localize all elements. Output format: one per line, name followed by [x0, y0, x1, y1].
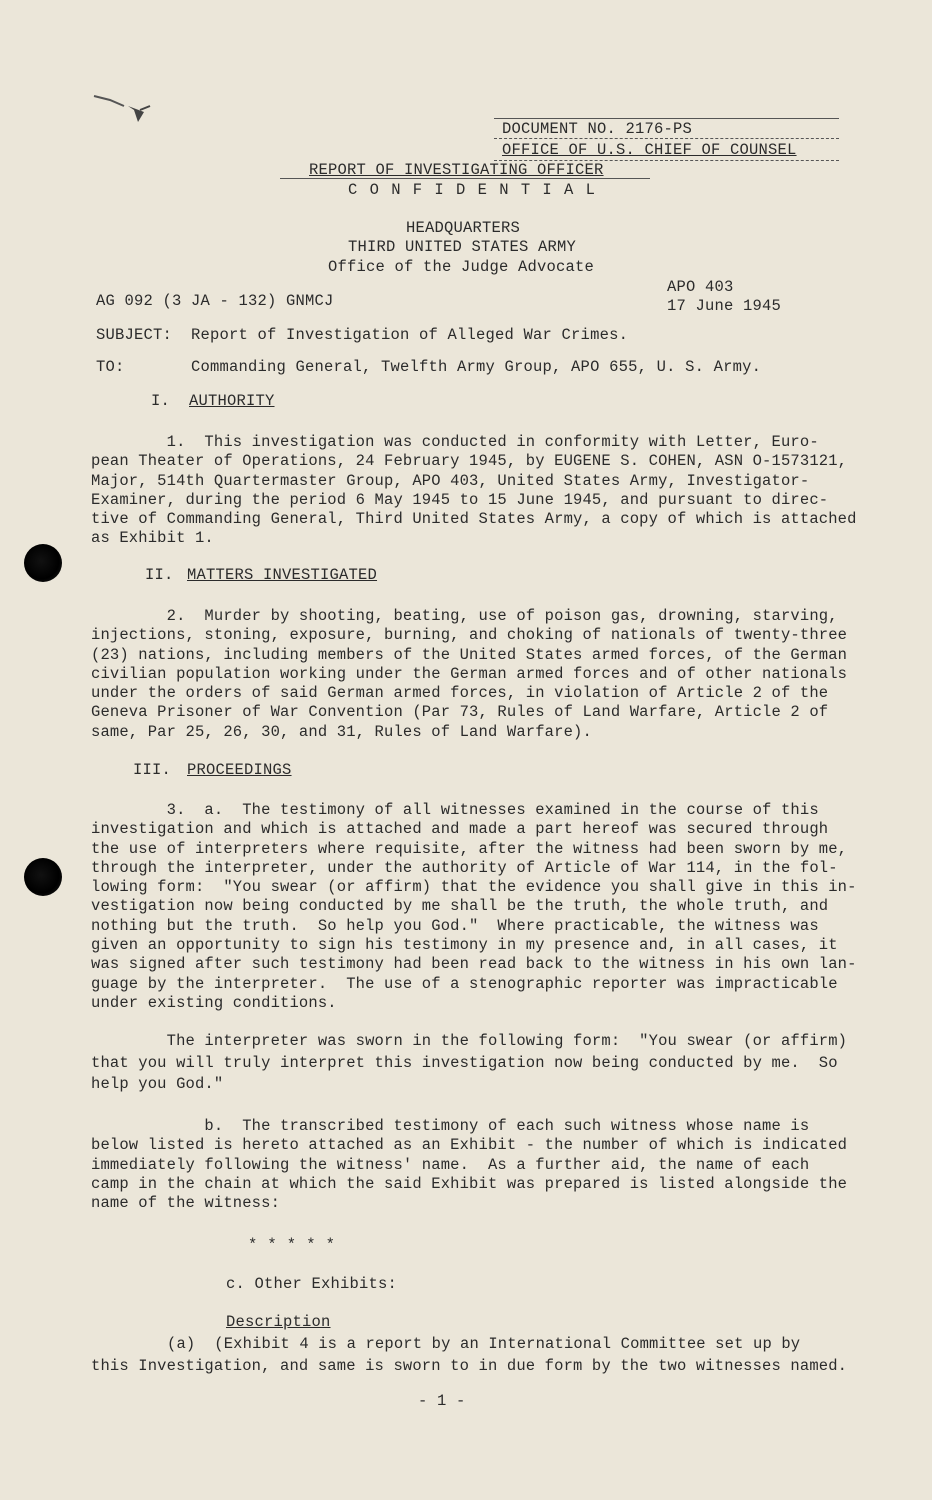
to-label: TO: [96, 358, 125, 376]
description-label: Description [226, 1313, 331, 1331]
paragraph-3a: 3. a. The testimony of all witnesses examined in the course of this investigation and which is attached and made a part hereof was secured through the use of interpreters where requisite, after the witness had been sworn by me, through the interpreter, under the authority of Article of War 114, in the fol- lowing form: "You swear (or affirm) that the evidence you shall give in this in- vestigation now being conducted by me shall be the truth, the whole truth, and nothing but the truth. So help you God." Where practicable, the witness was given an opportunity to sign his testimony in my presence and, in all cases, it was signed after such testimony had been read back to the witness in his own lan- guage by the interpreter. The use of a stenographic reporter was impracticable under existing conditions. [91, 801, 857, 1012]
section-title-matters: MATTERS INVESTIGATED [187, 566, 378, 584]
punch-hole [24, 858, 62, 896]
paragraph-3c: c. Other Exhibits: [226, 1275, 398, 1293]
letterhead-hq: HEADQUARTERS [406, 219, 521, 237]
page-number: - 1 - [418, 1392, 466, 1410]
divider [494, 118, 839, 119]
report-date: 17 June 1945 [667, 297, 782, 315]
paragraph-3c-a-line: this Investigation, and same is sworn to in due form by the two witnesses named. [91, 1357, 848, 1375]
paragraph-3c-a-line: (a) (Exhibit 4 is a report by an International Committee set up by [167, 1335, 801, 1353]
paragraph-interpreter-oath: The interpreter was sworn in the following form: "You swear (or affirm) that you will truly interpret this investigation now being conducted by me. So help you God." [91, 1032, 848, 1093]
report-title: REPORT OF INVESTIGATING OFFICER [309, 161, 604, 179]
letterhead-office: Office of the Judge Advocate [328, 258, 595, 276]
paragraph-3c-a [91, 1333, 847, 1377]
section-title-proceedings: PROCEEDINGS [187, 761, 292, 779]
apo-number: APO 403 [667, 278, 734, 296]
subject-label: SUBJECT: [96, 326, 173, 344]
divider [494, 138, 839, 139]
subject-text: Report of Investigation of Alleged War Crimes. [191, 326, 629, 344]
paragraph-2: 2. Murder by shooting, beating, use of poison gas, drowning, starving, injections, stoning, exposure, burning, and choking of nationals of twenty-three (23) nations, including members of the United States armed forces, of the German civilian population working under the German armed forces and of other nationals under the orders of said German armed forces, in violation of Article 2 of the Geneva Prisoner of War Convention (Par 73, Rules of Land Warfare, Article 2 of same, Par 25, 26, 30, and 31, Rules of Land Warfare). [91, 607, 848, 741]
to-text: Commanding General, Twelfth Army Group, APO 655, U. S. Army. [191, 358, 762, 376]
section-number: I. [151, 392, 171, 410]
section-number: II. [145, 566, 174, 584]
confidential-label: C O N F I D E N T I A L [348, 181, 597, 199]
paragraph-3b: b. The transcribed testimony of each such witness whose name is below listed is hereto attached as an Exhibit - the number of which is indicated immediately following the witness' name. As a further aid, the name of each camp in the chain at which the said Exhibit was prepared is listed alongside the name of the witness: [91, 1117, 848, 1213]
document-number: DOCUMENT NO. 2176-PS [502, 120, 693, 138]
office-line: OFFICE OF U.S. CHIEF OF COUNSEL [502, 141, 797, 159]
paragraph-1: 1. This investigation was conducted in conformity with Letter, Euro- pean Theater of Operations, 24 February 1945, by EUGENE S. COHEN, ASN O-1573121, Major, 514th Quartermaster Group, APO 403, United States Army, Investigator- Examiner, during the period 6 May 1945 to 15 June 1945, and pursuant to direc- tive of Commanding General, Third United States Army, a copy of which is attached as Exhibit 1. [91, 433, 857, 548]
file-code: AG 092 (3 JA - 132) GNMCJ [96, 292, 334, 310]
pencil-mark-icon [88, 92, 168, 132]
divider [280, 178, 650, 179]
section-title-authority: AUTHORITY [189, 392, 275, 410]
punch-hole [24, 544, 62, 582]
letterhead-army: THIRD UNITED STATES ARMY [348, 238, 577, 256]
section-number: III. [133, 761, 172, 779]
omission-stars: * * * * * [248, 1236, 336, 1254]
